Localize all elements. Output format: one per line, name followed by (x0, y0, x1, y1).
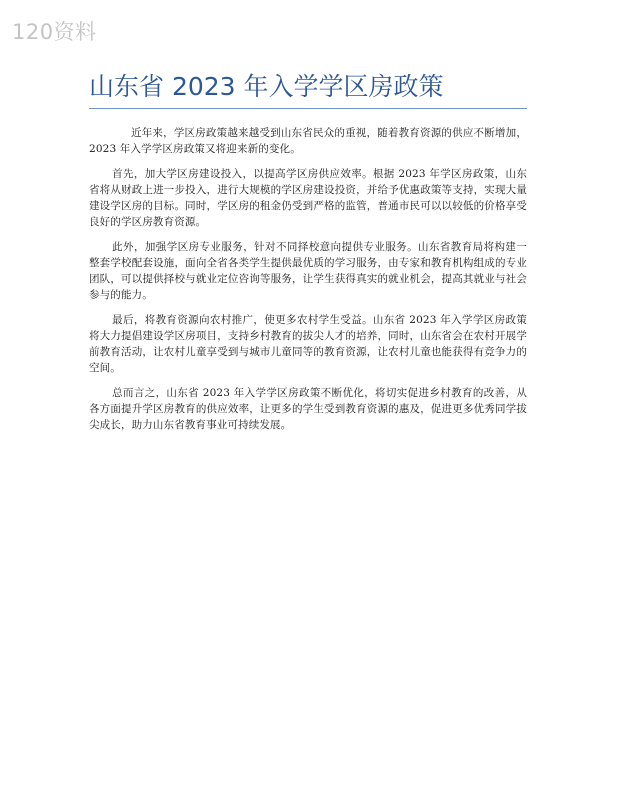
title-underline (89, 108, 527, 109)
paragraph-construction-investment: 首先，加大学区房建设投入，以提高学区房供应效率。根据 2023 年学区房政策，山东省将从财政上进一步投入，进行大规模的学区房建设投资，并给予优惠政策等支持，实现大量建设学区房的目标。同时，学区房的租金仍受到严格的监管，普通市民可以以较低的价格享受良好的学区房教育资源。 (89, 168, 527, 228)
paragraph-professional-services: 此外，加强学区房专业服务，针对不同择校意向提供专业服务。山东省教育局将构建一整套学校配套设施，面向全省各类学生提供最优质的学习服务，由专家和教育机构组成的专业团队，可以提供择校与就业定位咨询等服务，让学生获得真实的就业机会，提高其就业与社会参与的能力。 (89, 241, 527, 301)
document-page (89, 70, 527, 442)
watermark-logo: 120资料 (12, 20, 97, 44)
paragraph-intro: 近年来，学区房政策越来越受到山东省民众的重视，随着教育资源的供应不断增加，2023 年入学学区房政策又将迎来新的变化。 (89, 127, 527, 155)
document-title: 山东省 2023 年入学学区房政策 (89, 72, 444, 101)
paragraph-conclusion: 总而言之，山东省 2023 年入学学区房政策不断优化，将切实促进乡村教育的改善，从各方面提升学区房教育的供应效率，让更多的学生受到教育资源的惠及，促进更多优秀同学拔尖成长，助力山东省教育事业可持续发展。 (89, 387, 527, 431)
paragraph-rural-education: 最后，将教育资源向农村推广，使更多农村学生受益。山东省 2023 年入学学区房政策将大力提倡建设学区房项目，支持乡村教育的拔尖人才的培养，同时，山东省会在农村开展学前教育活动，让农村儿童享受到与城市儿童同等的教育资源，让农村儿童也能获得有竞争力的空间。 (89, 314, 527, 374)
